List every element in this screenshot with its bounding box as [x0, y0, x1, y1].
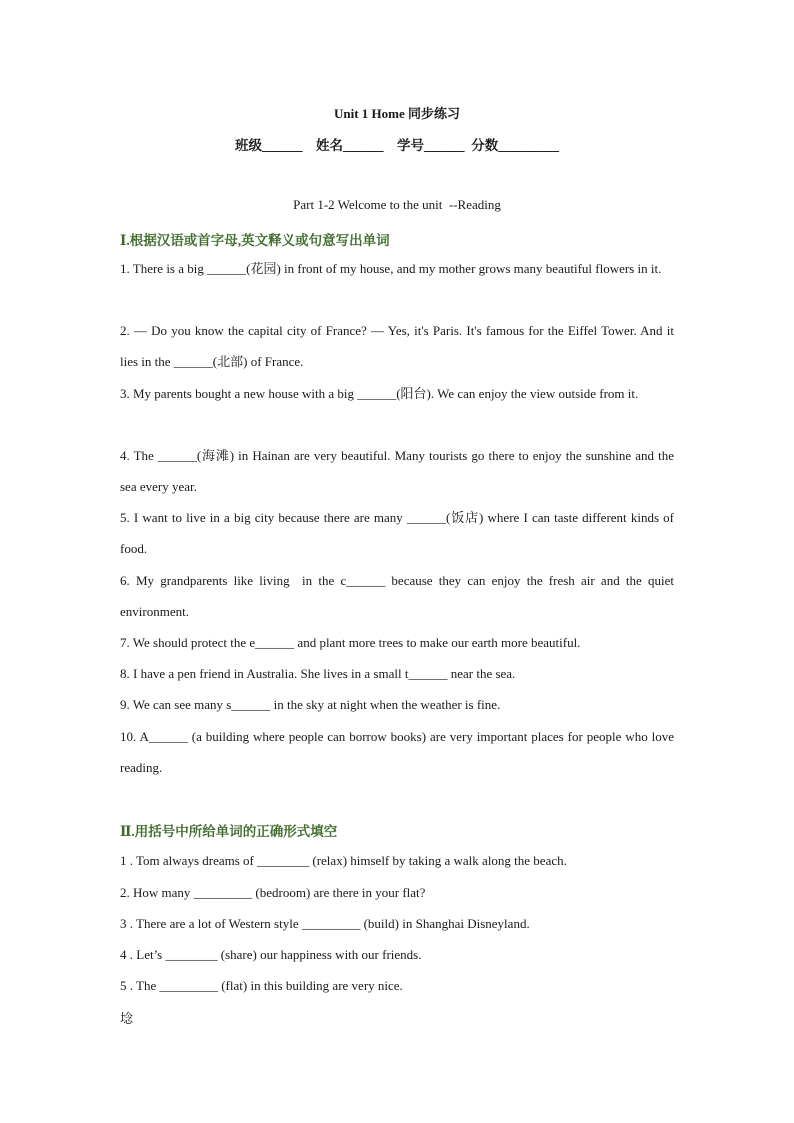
question-2-5: 5 . The _________ (flat) in this building are very nice.	[120, 978, 403, 993]
question-1-3: 3. My parents bought a new house with a big ______(阳台). We can enjoy the view outside from it.	[120, 386, 639, 401]
section-1-heading: Ⅰ.根据汉语或首字母,英文释义或句意写出单词	[120, 233, 390, 248]
question-1-6: 6. My grandparents like living in the c______ because they can enjoy the fresh air and the quiet environment.	[120, 573, 678, 619]
question-1-10: 10. A______ (a building where people can borrow books) are very important places for people who love reading.	[120, 729, 678, 775]
section-2-heading: Ⅱ.用括号中所给单词的正确形式填空	[120, 824, 338, 839]
question-2-2: 2. How many _________ (bedroom) are there in your flat?	[120, 885, 426, 900]
question-1-1: 1. There is a big ______(花园) in front of my house, and my mother grows many beautiful flowers in it.	[120, 261, 662, 276]
student-info-line: 班级______ 姓名______ 学号______ 分数_________	[235, 138, 559, 153]
question-1-5: 5. I want to live in a big city because there are many ______(饭店) where I can taste different kinds of food.	[120, 510, 678, 556]
question-2-1: 1 . Tom always dreams of ________ (relax) himself by taking a walk along the beach.	[120, 853, 567, 868]
question-1-8: 8. I have a pen friend in Australia. She lives in a small t______ near the sea.	[120, 666, 516, 681]
question-2-4: 4 . Let’s ________ (share) our happiness with our friends.	[120, 947, 422, 962]
part-heading: Part 1-2 Welcome to the unit --Reading	[293, 197, 501, 212]
trailing-character: 埝	[120, 1011, 134, 1026]
question-1-4: 4. The ______(海滩) in Hainan are very beautiful. Many tourists go there to enjoy the sunshine and the sea every year.	[120, 448, 678, 494]
page-title: Unit 1 Home 同步练习	[333, 106, 461, 121]
question-1-9: 9. We can see many s______ in the sky at night when the weather is fine.	[120, 697, 501, 712]
question-2-3: 3 . There are a lot of Western style _________ (build) in Shanghai Disneyland.	[120, 916, 530, 931]
question-1-2: 2. — Do you know the capital city of France? — Yes, it's Paris. It's famous for the Eiffel Tower. And it lies in the ______(北部) of France.	[120, 323, 678, 369]
question-1-7: 7. We should protect the e______ and plant more trees to make our earth more beautiful.	[120, 635, 581, 650]
